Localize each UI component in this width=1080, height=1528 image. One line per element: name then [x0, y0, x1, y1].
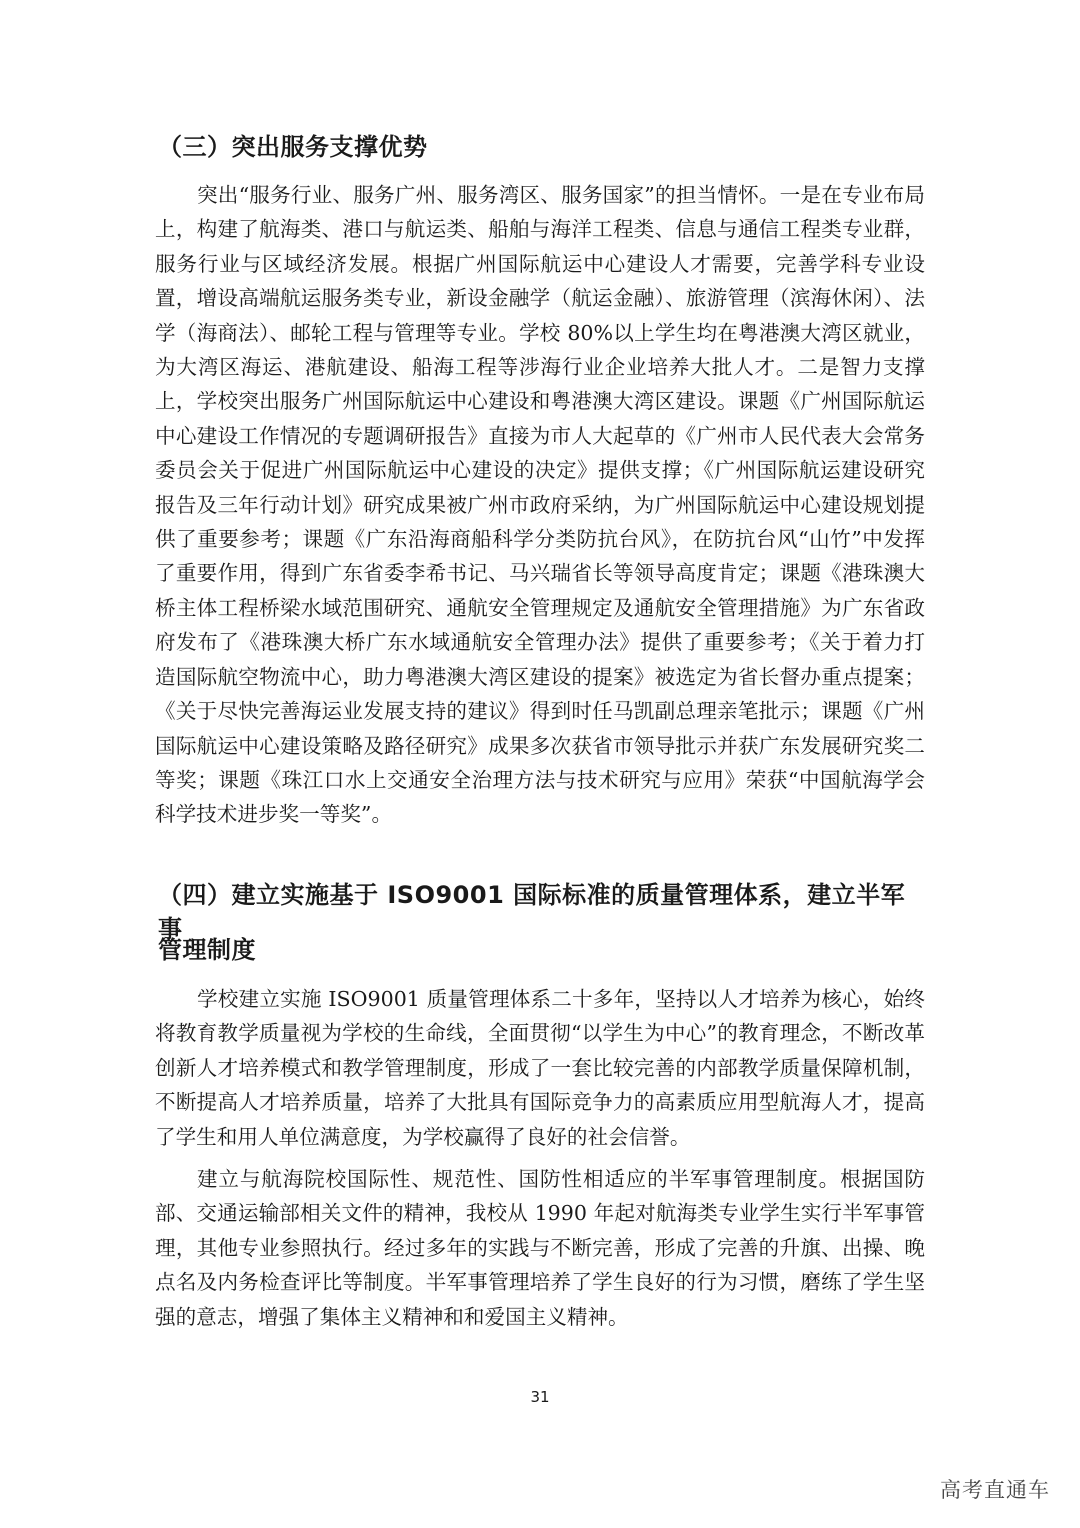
watermark-text: 高考直通车 [940, 1478, 1050, 1502]
section-4-heading-line2: 管理制度 [158, 936, 256, 964]
section-3-heading: （三）突出服务支撑优势 [158, 133, 428, 161]
section-4-paragraph-2: 建立与航海院校国际性、规范性、国防性相适应的半军事管理制度。根据国防部、交通运输部相关文件的精神，我校从 1990 年起对航海类专业学生实行半军事管理，其他专业参照执行。经过多年的实践与不断完善，形成了完善的升旗、出操、晚点名及内务检查评比等制度。半军事管理培养了学生良好的行为习惯，磨练了学生坚强的意志，增强了集体主义精神和和爱国主义精神。 [155, 1167, 925, 1329]
page-number: 31 [530, 1388, 550, 1406]
section-3-paragraph: 突出“服务行业、服务广州、服务湾区、服务国家”的担当情怀。一是在专业布局上，构建了航海类、港口与航运类、船舶与海洋工程类、信息与通信工程类专业群，服务行业与区域经济发展。根据广州国际航运中心建设人才需要，完善学科专业设置，增设高端航运服务类专业，新设金融学（航运金融）、旅游管理（滨海休闲）、法学（海商法）、邮轮工程与管理等专业。学校 80%以上学生均在粤港澳大湾区就业，为大湾区海运、港航建设、船海工程等涉海行业企业培养大批人才。二是智力支撑上，学校突出服务广州国际航运中心建设和粤港澳大湾区建设。课题《广州国际航运中心建设工作情况的专题调研报告》直接为市人大起草的《广州市人民代表大会常务委员会关于促进广州国际航运中心建设的决定》提供支撑；《广州国际航运建设研究报告及三年行动计划》研究成果被广州市政府采纳，为广州国际航运中心建设规划提供了重要参考；课题《广东沿海商船科学分类防抗台风》，在防抗台风“山竹”中发挥了重要作用，得到广东省委李希书记、马兴瑞省长等领导高度肯定；课题《港珠澳大桥主体工程桥梁水域范围研究、通航安全管理规定及通航安全管理措施》为广东省政府发布了《港珠澳大桥广东水域通航安全管理办法》提供了重要参考；《关于着力打造国际航空物流中心，助力粤港澳大湾区建设的提案》被选定为省长督办重点提案；《关于尽快完善海运业发展支持的建议》得到时任马凯副总理亲笔批示；课题《广州国际航运中心建设策略及路径研究》成果多次获省市领导批示并获广东发展研究奖二等奖；课题《珠江口水上交通安全治理方法与技术研究与应用》荣获“中国航海学会科学技术进步奖一等奖”。 [155, 183, 925, 827]
section-4-paragraph-1: 学校建立实施 ISO9001 质量管理体系二十多年，坚持以人才培养为核心，始终将教育教学质量视为学校的生命线，全面贯彻“以学生为中心”的教育理念，不断改革创新人才培养模式和教学管理制度，形成了一套比较完善的内部教学质量保障机制，不断提高人才培养质量，培养了大批具有国际竞争力的高素质应用型航海人才，提高了学生和用人单位满意度，为学校赢得了良好的社会信誉。 [155, 987, 925, 1149]
section-4-heading-line1: （四）建立实施基于 ISO9001 国际标准的质量管理体系，建立半军事 [158, 881, 906, 943]
